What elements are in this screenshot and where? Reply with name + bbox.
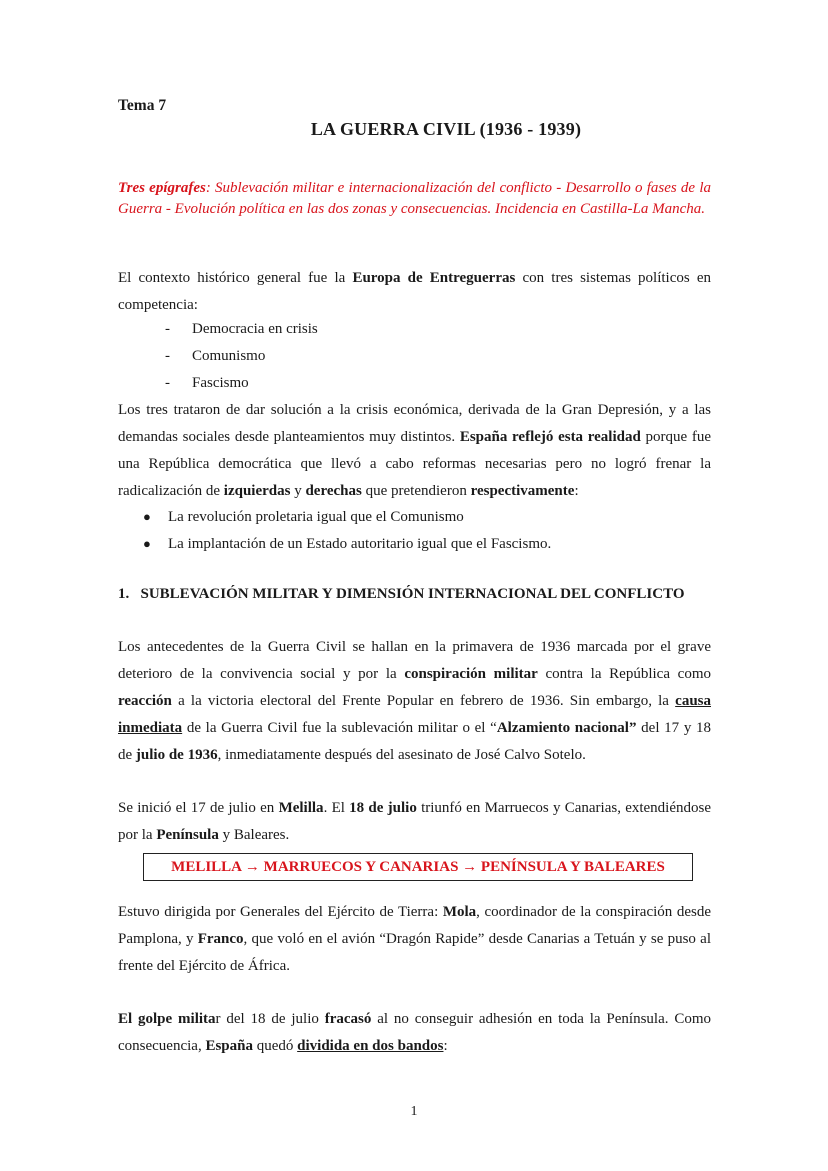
text: Los tres trataron de dar solución a la crisis económica, derivada de la Gran Depresión, y a las demandas sociales desde planteamientos muy distintos. — [118, 402, 711, 445]
bold-text: Península — [156, 827, 219, 843]
text: porque fue una República democrática que llevó a cabo reformas necesarias pero no logró frenar la radicalización de — [118, 429, 711, 499]
dash-item: - Comunismo — [165, 348, 266, 364]
text: que pretendieron — [361, 483, 471, 499]
bullet-item — [143, 530, 551, 558]
dash-item-label: Comunismo — [192, 348, 266, 364]
generals-paragraph — [118, 899, 711, 980]
text: : — [574, 483, 579, 499]
epigraphs-text: : Sublevación militar e internacionalización del conflicto - Desarrollo o fases de la Guerra - Evolución política en las dos zonas y consecuencias. Incidencia en Castilla-La Mancha. — [118, 180, 711, 217]
bullet-item-label: La implantación de un Estado autoritario igual que el Fascismo. — [168, 536, 552, 552]
text: contra la República como — [537, 666, 711, 682]
context-paragraph — [118, 397, 711, 505]
bold-text: reacción — [118, 693, 172, 709]
bold-text: fracasó — [324, 1011, 372, 1027]
dash-item: - Fascismo — [165, 375, 249, 391]
section-number: 1. — [118, 586, 130, 602]
text: quedó — [252, 1038, 298, 1054]
bold-text: derechas — [305, 483, 362, 499]
bullet-icon: ● — [143, 536, 151, 551]
text: triunfó en Marruecos y Canarias, extendiéndose por la — [118, 800, 711, 843]
bold-text: 18 de julio — [349, 800, 417, 816]
text: a la victoria electoral del Frente Popular en febrero de 1936. Sin embargo, la — [171, 693, 676, 709]
bullet-item — [143, 503, 464, 531]
bullet-icon: ● — [143, 509, 151, 524]
document-title: LA GUERRA CIVIL (1936 - 1939) — [310, 119, 582, 139]
text: y — [290, 483, 306, 499]
text: El contexto histórico general fue la — [118, 270, 353, 286]
coup-paragraph — [118, 1006, 711, 1060]
route-box: MELILLA → MARRUECOS Y CANARIAS → PENÍNSULA Y BALEARES — [143, 853, 693, 881]
bold-text: conspiración militar — [404, 666, 538, 682]
dash-item-label: Fascismo — [192, 375, 249, 391]
epigraphs-note — [118, 178, 711, 220]
bold-text: El golpe milita — [118, 1011, 216, 1027]
uprising-paragraph — [118, 795, 711, 849]
bold-text: España — [205, 1038, 253, 1054]
text: , coordinador de la conspiración desde Pamplona, y — [118, 904, 711, 947]
text: : — [443, 1038, 448, 1054]
section-title: SUBLEVACIÓN MILITAR Y DIMENSIÓN INTERNACIONAL DEL CONFLICTO — [140, 586, 685, 602]
bullet-item-label: La revolución proletaria igual que el Comunismo — [168, 509, 464, 525]
bold-text: Alzamiento nacional” — [496, 720, 637, 736]
text: Estuvo dirigida por Generales del Ejército de Tierra: — [118, 904, 443, 920]
dash-item: - Democracia en crisis — [165, 321, 318, 337]
dash-item-label: Democracia en crisis — [192, 321, 318, 337]
text: r del 18 de julio — [215, 1011, 325, 1027]
text: con tres sistemas políticos en competencia: — [118, 270, 712, 313]
bold-text: Franco — [197, 931, 244, 947]
page-number: 1 — [410, 1104, 418, 1119]
text: Los antecedentes de la Guerra Civil se hallan en la primavera de 1936 marcada por el grave deterioro de la convivencia social y por la — [118, 639, 711, 682]
bold-text: julio de 1936 — [135, 747, 218, 763]
text: . El — [323, 800, 350, 816]
text: de la Guerra Civil fue la sublevación militar o el “ — [182, 720, 497, 736]
epigraphs-label: Tres epígrafes — [118, 180, 206, 196]
intro-paragraph — [118, 265, 711, 319]
text: Se inició el 17 de julio en — [118, 800, 279, 816]
text: del 17 y 18 de — [118, 720, 712, 763]
antecedents-paragraph — [118, 634, 711, 769]
text: al no conseguir adhesión en toda la Península. Como consecuencia, — [118, 1011, 711, 1054]
bold-text: España reflejó esta realidad — [459, 429, 641, 445]
section-heading — [118, 586, 711, 603]
bold-text: Melilla — [278, 800, 324, 816]
topic-number: Tema 7 — [118, 97, 167, 114]
text: , que voló en el avión “Dragón Rapide” desde Canarias a Tetuán y se puso al frente del Ejército de África. — [118, 931, 711, 974]
bold-text: respectivamente — [470, 483, 575, 499]
bold-text: Mola — [442, 904, 477, 920]
bold-text: izquierdas — [223, 483, 291, 499]
underlined-text: dividida en dos bandos — [297, 1038, 444, 1054]
underlined-text: causa inmediata — [118, 693, 711, 736]
text: , inmediatamente después del asesinato de José Calvo Sotelo. — [217, 747, 586, 763]
text: y Baleares. — [218, 827, 290, 843]
bold-text: Europa de Entreguerras — [352, 270, 516, 286]
